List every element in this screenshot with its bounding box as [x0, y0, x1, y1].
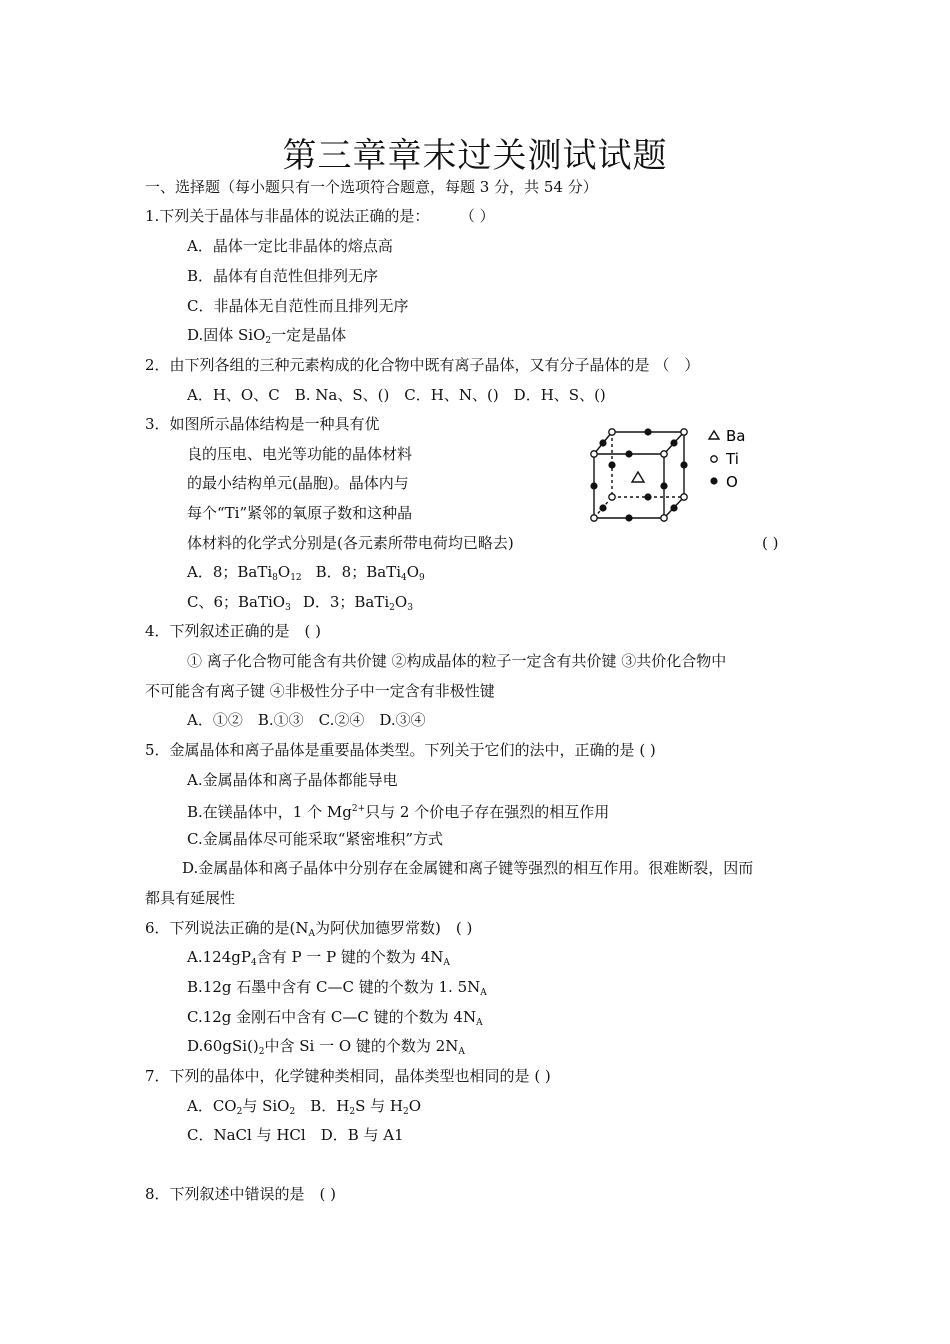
subscript: 2 — [236, 1107, 243, 1117]
subscript: 8 — [272, 573, 278, 583]
q5-option-a: A.金属晶体和离子晶体都能导电 — [187, 771, 398, 789]
q7-text: 与 SiO — [242, 1097, 290, 1115]
answer-blank: （ ） — [467, 207, 495, 225]
q5-b-text: B.在镁晶体中，1 个 Mg — [187, 803, 352, 821]
question-2-stem: 2．由下列各组的三种元素构成的化合物中既有离子晶体，又有分子晶体的是 （ ） — [145, 356, 700, 374]
question-7-stem: 7．下列的晶体中，化学键种类相同，晶体类型也相同的是 ( ) — [145, 1067, 551, 1085]
q1-option-a: A．晶体一定比非晶体的熔点高 — [187, 237, 393, 255]
q7-options-cd: C．NaCl 与 HCl D．B 与 A1 — [187, 1126, 404, 1144]
q5-option-c: C.金属晶体尽可能采取“紧密堆积”方式 — [187, 830, 444, 848]
q6-c-text: C.12g 金刚石中含有 C—C 键的个数为 4N — [187, 1008, 477, 1026]
q7-options-ab — [187, 1096, 421, 1122]
question-5-stem: 5．金属晶体和离子晶体是重要晶体类型。下列关于它们的法中，正确的是 ( ) — [145, 741, 656, 759]
subscript: A — [480, 988, 487, 998]
q3-options-ab — [187, 562, 425, 588]
q6-option-c — [187, 1007, 483, 1033]
q3-option-a: A．8；BaTi — [187, 563, 273, 581]
question-4-body-1: ① 离子化合物可能含有共价键 ②构成晶体的粒子一定含有共价键 ③共价化合物中 — [187, 652, 727, 670]
page-title: 第三章章末过关测试试题 — [282, 136, 668, 176]
section-heading: 一、选择题（每小题只有一个选项符合题意，每题 3 分，共 54 分） — [145, 178, 598, 196]
q3-text: O — [406, 563, 420, 581]
legend-open-circle-icon — [711, 456, 717, 462]
q7-text: S 与 H — [355, 1097, 403, 1115]
q6-text-end: 为阿伏加德罗常数) ( ) — [315, 919, 473, 937]
q6-b-text: B.12g 石墨中含有 C—C 键的个数为 1. 5N — [187, 978, 481, 996]
q3-option-c: C、6；BaTiO — [187, 593, 286, 611]
q3-options-cd — [187, 592, 413, 618]
q1-d-text-end: 一定是晶体 — [271, 326, 347, 344]
question-3-line-3: 的最小结构单元(晶胞)。晶体内与 — [187, 474, 409, 492]
q3-text: O — [277, 563, 291, 581]
q6-d-text-mid: 中含 Si 一 O 键的个数为 2N — [264, 1037, 459, 1055]
q4-options: A．①② B.①③ C.②④ D.③④ — [187, 711, 426, 729]
subscript: 2 — [265, 336, 272, 346]
question-1-text: 1.下列关于晶体与非晶体的说法正确的是： — [145, 207, 430, 225]
q7-text: O — [408, 1097, 422, 1115]
subscript: 4 — [401, 573, 407, 583]
subscript: 12 — [290, 573, 302, 583]
q1-option-c: C．非晶体无自范性而且排列无序 — [187, 297, 409, 315]
q3-option-d: D．3；BaTi — [302, 593, 390, 611]
question-4-body-2: 不可能含有离子键 ④非极性分子中一定含有非极性键 — [145, 682, 495, 700]
q1-d-text: D.固体 SiO — [187, 326, 266, 344]
question-4-stem: 4．下列叙述正确的是 ( ) — [145, 622, 322, 640]
ba-atom — [632, 472, 644, 482]
question-3-line-5: 体材料的化学式分别是(各元素所带电荷均已略去) — [187, 534, 514, 552]
q5-option-b — [187, 799, 609, 822]
question-3-line-4: 每个“Ti”紧邻的氧原子数和这种晶 — [187, 504, 413, 522]
q1-option-b: B．晶体有自范性但排列无序 — [187, 267, 379, 285]
subscript: 9 — [419, 573, 425, 583]
subscript: 3 — [407, 603, 413, 613]
crystal-cell-figure — [588, 422, 788, 532]
q6-option-b — [187, 977, 487, 1003]
q3-option-b: B．8；BaTi — [315, 563, 401, 581]
legend-o: O — [726, 473, 738, 491]
legend-ba: Ba — [726, 427, 746, 445]
unit-cell-diagram — [588, 422, 788, 532]
subscript: A — [458, 1047, 465, 1057]
superscript: 2+ — [351, 804, 366, 814]
q7-text: A．CO — [187, 1097, 237, 1115]
q5-b-text-end: 只与 2 个价电子存在强烈的相互作用 — [365, 803, 610, 821]
q1-option-d — [187, 325, 346, 351]
subscript: 4 — [250, 958, 257, 968]
q5-option-d-line-2: 都具有延展性 — [145, 889, 236, 907]
legend-filled-circle-icon — [710, 477, 717, 484]
q7-text: B．H — [295, 1097, 350, 1115]
legend-ti: Ti — [726, 450, 739, 468]
question-6-stem — [145, 918, 472, 944]
q6-a-text: A.124gP — [187, 948, 251, 966]
subscript: 2 — [349, 1107, 356, 1117]
answer-blank: ( ) — [762, 534, 779, 552]
subscript: 2 — [402, 1107, 409, 1117]
legend-triangle-icon — [709, 431, 719, 439]
subscript: 2 — [389, 603, 395, 613]
question-1-stem — [145, 206, 495, 226]
q6-option-d — [187, 1036, 465, 1062]
q2-options: A．H、O、C B. Na、S、() C．H、N、() D．H、S、() — [187, 386, 606, 404]
subscript: A — [476, 1018, 483, 1028]
q5-option-d-line-1: D.金属晶体和离子晶体中分别存在金属键和离子键等强烈的相互作用。很难断裂，因而 — [182, 859, 754, 877]
question-3-line-1: 3．如图所示晶体结构是一种具有优 — [145, 415, 380, 433]
q6-option-a — [187, 947, 450, 973]
subscript: 2 — [289, 1107, 296, 1117]
question-3-line-2: 良的压电、电光等功能的晶体材料 — [187, 445, 413, 463]
subscript: A — [443, 958, 450, 968]
q6-text: 6．下列说法正确的是(N — [145, 919, 309, 937]
q6-d-text: D.60gSi() — [187, 1037, 259, 1055]
subscript: 3 — [285, 603, 291, 613]
q3-text: O — [394, 593, 408, 611]
subscript: A — [308, 929, 316, 939]
subscript: 2 — [258, 1047, 265, 1057]
question-8-stem: 8．下列叙述中错误的是 ( ) — [145, 1185, 337, 1203]
q6-a-text-mid: 含有 P 一 P 键的个数为 4N — [256, 948, 444, 966]
